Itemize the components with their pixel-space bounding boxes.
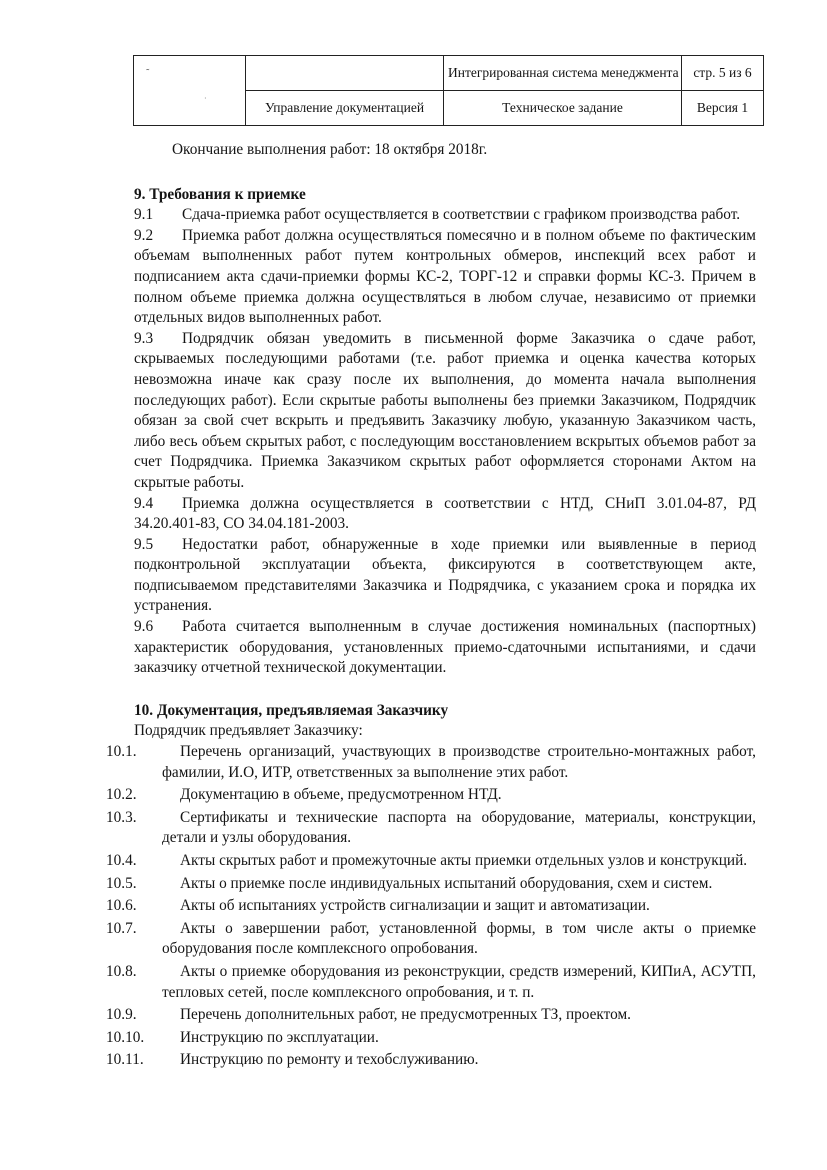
list-item-text: Акты скрытых работ и промежуточные акты приемки отдельных узлов и конструкций.	[180, 852, 748, 869]
list-item-number: 10.9.	[106, 1006, 137, 1024]
list-item-number: 10.7.	[106, 919, 137, 937]
doc-list-item	[106, 1005, 756, 1026]
doc-list-item	[106, 851, 756, 872]
clause-text: Приемка должна осуществляется в соответствии с НТД, СНиП 3.01.04-87, РД 34.20.401-83, СО 34.04.181-2003.	[134, 494, 756, 533]
doc-list-item	[106, 896, 756, 917]
doc-list-item	[106, 785, 756, 806]
section-10-heading: 10. Документация, предъявляемая Заказчику	[134, 701, 449, 719]
clause-number: 9.6	[134, 618, 154, 636]
clause-number: 9.1	[134, 206, 154, 224]
list-item-text: Инструкцию по ремонту и техобслуживанию.	[180, 1051, 479, 1069]
clause-number: 9.3	[134, 329, 154, 347]
list-item-number: 10.2.	[106, 786, 137, 804]
list-item-text: Инструкцию по эксплуатации.	[180, 1028, 379, 1046]
section-9	[134, 185, 756, 679]
list-item-text: Акты о приемке оборудования из реконструкции, средств измерений, КИПиА, АСУТП, тепловых сетей, после комплексного опробования, и т. п.	[162, 962, 756, 1001]
doc-list-item	[106, 808, 756, 849]
clause-text: Приемка работ должна осуществляться помесячно и в полном объеме по фактическим объемам выполненных работ путем контрольных обмеров, инспекций всех работ и подписанием акта сдачи-приемки формы КС-2, ТОРГ-12 и справки формы КС-3. Причем в полном объеме приемка должна осуществляться в любом случае, независимо от приемки отдельных видов выполненных работ.	[134, 226, 756, 327]
section-10-list	[106, 742, 756, 1071]
department-cell: Управление документацией	[246, 91, 444, 126]
clause-number: 9.4	[134, 494, 154, 512]
list-item-text: Акты о приемке после индивидуальных испытаний оборудования, схем и систем.	[180, 874, 713, 892]
clause-text: Недостатки работ, обнаруженные в ходе приемки или выявленные в период подконтрольной эксплуатации объекта, фиксируются в соответствующем акте, подписываемом представителями Заказчика и Подрядчика, с указанием срока и порядка их устранения.	[134, 535, 756, 615]
end-date-line: Окончание выполнения работ: 18 октября 2018г.	[172, 141, 488, 158]
clause-9-4	[134, 494, 756, 535]
list-item-number: 10.5.	[106, 874, 137, 892]
clause-9-5	[134, 535, 756, 617]
doc-list-item	[106, 742, 756, 783]
logo-mark: ˜	[146, 68, 150, 79]
list-item-number: 10.3.	[106, 808, 137, 826]
clause-number: 9.5	[134, 535, 154, 553]
list-item-text: Перечень дополнительных работ, не предусмотренных ТЗ, проектом.	[180, 1006, 631, 1024]
clause-9-3	[134, 329, 756, 494]
doc-list-item	[106, 1050, 756, 1071]
list-item-number: 10.10.	[106, 1028, 145, 1046]
version-cell: Версия 1	[682, 91, 764, 126]
list-item-text: Акты о завершении работ, установленной формы, в том числе акты о приемке оборудования после комплексного опробования.	[162, 919, 756, 958]
section-10-intro: Подрядчик предъявляет Заказчику:	[134, 722, 363, 740]
document-header-table	[133, 55, 764, 126]
logo-mark-faint: ·	[204, 94, 207, 103]
list-item-number: 10.1.	[106, 743, 137, 761]
clause-text: Подрядчик обязан уведомить в письменной форме Заказчика о сдаче работ, скрываемых последующими работами (т.е. работ приемка и оценка качества которых невозможна иначе как сразу после их выполнения, до момента начала выполнения последующих работ). Если скрытые работы выполнены без приемки Заказчиком, Подрядчик обязан за свой счет вскрыть и предъявить Заказчику любую, указанную Заказчиком часть, либо весь объем скрытых работ, с последующим восстановлением вскрытых объемов работ за счет Подрядчика. Приемка Заказчиком скрытых работ оформляется сторонами Актом на скрытые работы.	[134, 329, 756, 491]
section-9-heading: 9. Требования к приемке	[134, 185, 306, 203]
list-item-text: Перечень организаций, участвующих в производстве строительно-монтажных работ, фамилии, И.О, ИТР, ответственных за выполнение этих работ.	[162, 743, 756, 781]
doc-type-cell: Техническое задание	[444, 91, 682, 126]
doc-list-item	[106, 874, 756, 895]
doc-list-item	[106, 1028, 756, 1049]
doc-list-item	[106, 962, 756, 1003]
section-10	[106, 701, 756, 1071]
clause-9-2	[134, 226, 756, 329]
list-item-number: 10.11.	[106, 1051, 144, 1069]
logo-cell	[134, 56, 246, 126]
list-item-number: 10.4.	[106, 852, 137, 869]
clause-text: Сдача-приемка работ осуществляется в соответствии с графиком производства работ.	[182, 206, 741, 224]
blank-header-cell	[246, 56, 444, 91]
list-item-text: Сертификаты и технические паспорта на оборудование, материалы, конструкции, детали и узлы оборудования.	[162, 808, 756, 847]
list-item-text: Акты об испытаниях устройств сигнализации и защит и автоматизации.	[180, 897, 650, 915]
clause-text: Работа считается выполненным в случае достижения номинальных (паспортных) характеристик оборудования, установленных приемо-сдаточными испытаниями, и сдачи заказчику отчетной технической документации.	[134, 618, 756, 677]
list-item-number: 10.6.	[106, 897, 137, 915]
clause-number: 9.2	[134, 226, 154, 244]
list-item-text: Документацию в объеме, предусмотренном НТД.	[180, 786, 502, 804]
org-system-cell: Интегрированная система менеджмента	[444, 56, 682, 91]
page-number-cell: стр. 5 из 6	[682, 56, 764, 91]
section-9-clauses	[134, 205, 756, 679]
document-body	[106, 140, 756, 1071]
list-item-number: 10.8.	[106, 962, 137, 980]
clause-9-1	[134, 205, 756, 226]
clause-9-6	[134, 617, 756, 679]
doc-list-item	[106, 919, 756, 960]
